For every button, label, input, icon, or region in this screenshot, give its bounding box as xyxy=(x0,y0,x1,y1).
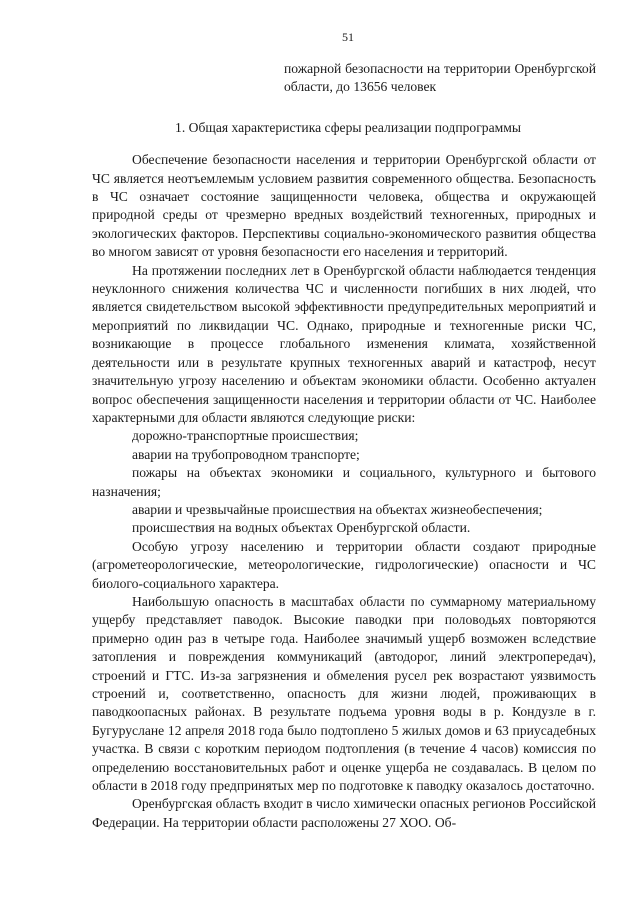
paragraph-risk-trends: На протяжении последних лет в Оренбургской области наблюдается тенденция неуклонного снижения количества ЧС и численности погибших в них людей, что является свидетельством высокой эффективности предупредительных мероприятий и мероприятий по ликвидации ЧС. Однако, природные и техногенные риски ЧС, возникающие в процессе глобального изменения климата, хозяйственной деятельности или в результате крупных техногенных аварий и катастроф, несут значительную угрозу населению и объектам экономики области. Особенно актуален вопрос обеспечения защищенности населения и территории области от ЧС. Наиболее характерными для области являются следующие риски: xyxy=(92,262,596,425)
paragraph-natural-hazards: Особую угрозу населению и территории области создают природные (агрометеорологические, метеорологические, гидрологические) опасности и ЧС биолого-социального характера. xyxy=(92,538,596,591)
paragraph-flood-danger: Наибольшую опасность в масштабах области по суммарному материальному ущербу представляет паводок. Высокие паводки при половодьях повторяются примерно один раз в четыре года. Наиболее значимый ущерб возможен вследствие затопления и повреждения коммуникаций (автодорог, линий электропередач), строений и ГТС. Из-за загрязнения и обмеления русел рек возрастают уязвимость строений и, соответственно, опасность для жизни людей, проживающих в паводкоопасных районах. В результате подъема уровня воды в р. Кондузле в г. Бугуруслане 12 апреля 2018 года было подтоплено 5 жилых домов и 63 приусадебных участка. В связи с коротким периодом подтопления (в течение 4 часов) комиссия по определению восстановительных работ и оценке ущерба не создавалась. В целом по области в 2018 году предпринятых мер по подготовке к паводку оказалось достаточно. xyxy=(92,593,596,794)
paragraph-security-importance: Обеспечение безопасности населения и территории Оренбургской области от ЧС является неотъемлемым условием развития современного общества. Безопасность в ЧС означает состояние защищенности человека, общества и окружающей природной среды от чрезмерно вредных воздействий техногенных, природных и экологических факторов. Перспективы социально-экономического развития общества во многом зависят от уровня безопасности его населения и территорий. xyxy=(92,152,596,260)
page-number: 51 xyxy=(342,30,354,44)
risk-item-road-accidents: дорожно-транспортные происшествия; xyxy=(132,428,359,444)
risk-item-life-support-accidents: аварии и чрезвычайные происшествия на объектах жизнеобеспечения; xyxy=(132,501,543,517)
document-page xyxy=(92,30,596,832)
risk-item-water-incidents: происшествия на водных объектах Оренбургской области. xyxy=(132,520,471,536)
goal-indicator-text: пожарной безопасности на территории Оренбургской области, до 13656 человек xyxy=(284,61,596,95)
risk-item-fires: пожары на объектах экономики и социального, культурного и бытового назначения; xyxy=(92,465,596,499)
risk-item-pipeline-accidents: аварии на трубопроводном транспорте; xyxy=(132,446,360,462)
paragraph-chemical-hazards: Оренбургская область входит в число химически опасных регионов Российской Федерации. На территории области расположены 27 ХОО. Об- xyxy=(92,796,596,830)
section-heading: 1. Общая характеристика сферы реализации подпрограммы xyxy=(175,119,521,135)
